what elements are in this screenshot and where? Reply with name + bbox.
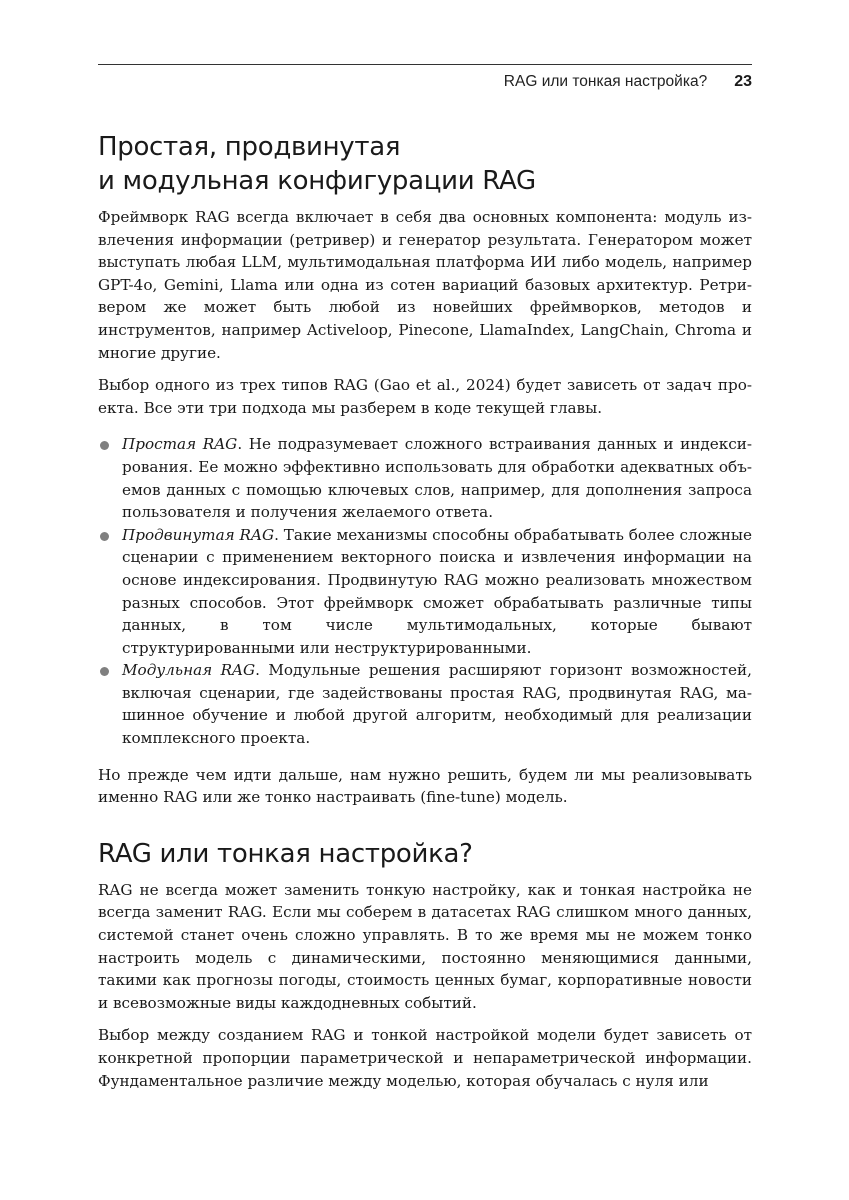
paragraph-rag-vs-finetuning: RAG не всегда может заменить тонкую настройку, как и тонкая настройка не всегда заменит RAG. Если мы соберем в датасетах RAG слишком много данных, системой станет очень сложно управлять. В то же время мы не можем тонко настроить модель с динамическими, постоянно меняющимися данными, такими как прогнозы погоды, стоимость ценных бумаг, корпоративные новости и всевозможные виды каждодневных событий. [98, 880, 752, 1012]
page-content [98, 130, 752, 1092]
paragraph-parametric: Выбор между созданием RAG и тонкой настройкой модели будет зависеть от конкретной пропорции параметрической и непараметрической информации. Фундаментальное различие между моделью, которая обучалась с нуля или [98, 1026, 752, 1090]
list-item-text: . Не подразумевает сложного встраивания данных и индексирования. Ее можно эффективно использовать для обработки адекватных объемов данных с помощью ключевых слов, например, для дополнения запроса пользователя и получения желаемого ответа. [122, 435, 752, 522]
list-item-naive-rag [98, 433, 752, 523]
section-heading-rag-configurations [98, 130, 752, 198]
heading-line-1: Простая, продвинутая [98, 132, 401, 162]
list-item-term: Продвинутая RAG [122, 525, 275, 544]
bullet-icon [100, 532, 109, 541]
list-item-term: Простая RAG [122, 435, 238, 454]
page-number: 23 [734, 73, 752, 90]
heading-line-2: и модульная конфигурации RAG [98, 166, 536, 196]
list-item-advanced-rag [98, 524, 752, 660]
paragraph-framework: Фреймворк RAG всегда включает в себя два основных компонента: модуль извлечения информации (ретривер) и генератор результата. Генератором может выступать любая LLM, мультимодальная платформа ИИ либо модель, например GPT-4o, Gemini, Llama или одна из сотен вариаций базовых архитектур. Ретривером же может быть любой из новейших фреймворков, методов и инструментов, например Activeloop, Pinecone, LlamaIndex, LangChain, Chroma и многие другие. [98, 208, 752, 362]
list-item-text: . Модульные решения расширяют горизонт возможностей, включая сценарии, где задействованы простая RAG, продвинутая RAG, машинное обучение и любой другой алгоритм, необходимый для реализации комплексного проекта. [122, 661, 752, 748]
bullet-icon [100, 667, 109, 676]
paragraph-decision: Но прежде чем идти дальше, нам нужно решить, будем ли мы реализовывать именно RAG или же тонко настраивать (fine-tune) модель. [98, 765, 752, 807]
running-head-title: RAG или тонкая настройка? [503, 73, 708, 90]
section-heading-rag-vs-finetuning: RAG или тонкая настройка? [98, 838, 473, 869]
running-head [504, 72, 752, 92]
rag-types-list [98, 433, 752, 749]
list-item-modular-rag [98, 659, 752, 749]
header-rule [98, 64, 752, 65]
bullet-icon [100, 441, 109, 450]
list-item-term: Модульная RAG [122, 661, 256, 680]
paragraph-choice: Выбор одного из трех типов RAG (Gao et al., 2024) будет зависеть от задач проекта. Все эти три подхода мы разберем в коде текущей главы. [98, 376, 752, 417]
list-item-text: . Такие механизмы способны обрабатывать более сложные сценарии с применением векторного поиска и извлечения информации на основе индексирования. Продвинутую RAG можно реализовать множеством разных способов. Этот фреймворк сможет обрабатывать различные типы данных, в том числе мультимодальных, которые бывают структурированными или неструктурированными. [122, 525, 752, 657]
